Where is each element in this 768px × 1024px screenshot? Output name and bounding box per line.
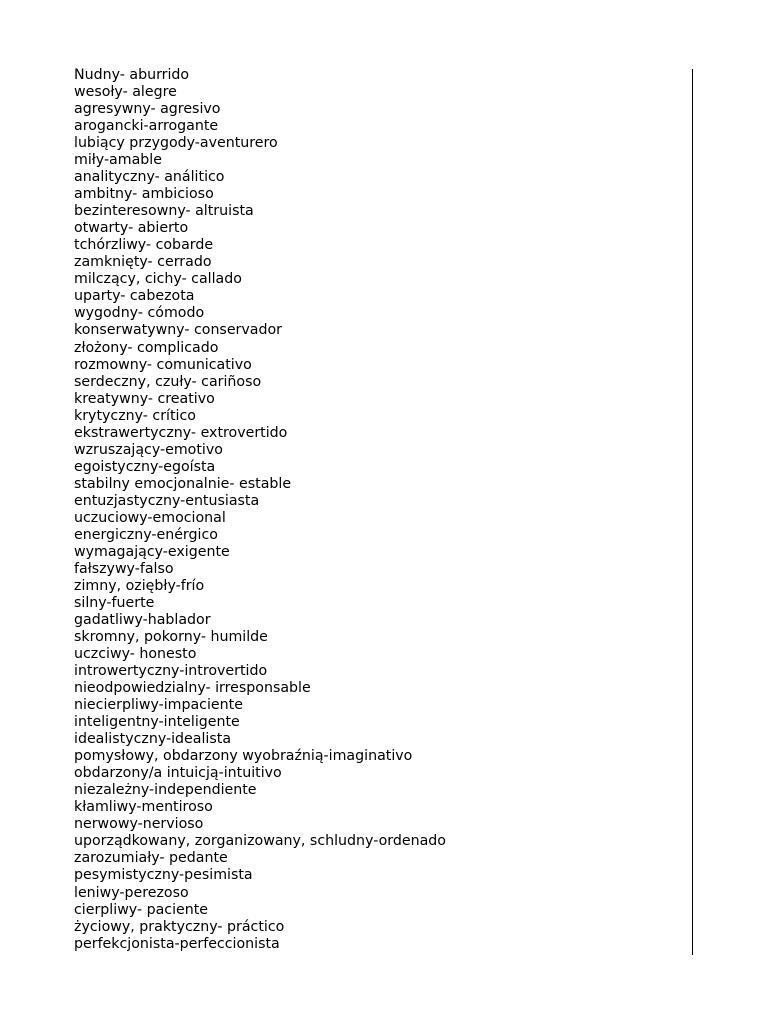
vocabulary-entry: energiczny-enérgico (74, 526, 218, 543)
vocabulary-entry: otwarty- abierto (74, 220, 189, 237)
vocabulary-entry: niecierpliwy-impaciente (74, 697, 243, 714)
vocabulary-entry: silny-fuerte (74, 594, 155, 611)
vocabulary-entry: pomysłowy, obdarzony wyobraźnią-imaginativo (74, 748, 413, 765)
vocabulary-entry: arogancki-arrogante (74, 118, 219, 135)
vocabulary-entry: wygodny- cómodo (74, 305, 205, 322)
vocabulary-entry: uporządkowany, zorganizowany, schludny-ordenado (74, 833, 446, 850)
vocabulary-entry: krytyczny- crítico (74, 407, 196, 424)
vocabulary-entry: wesoły- alegre (74, 84, 177, 101)
vocabulary-entry: ambitny- ambicioso (74, 186, 214, 203)
vocabulary-entry: idealistyczny-idealista (74, 731, 232, 748)
vocabulary-entry: skromny, pokorny- humilde (74, 629, 268, 646)
vocabulary-entry: ekstrawertyczny- extrovertido (74, 424, 288, 441)
vocabulary-entry: introwertyczny-introvertido (74, 663, 268, 680)
right-margin-line (692, 69, 693, 955)
vocabulary-entry: gadatliwy-hablador (74, 612, 211, 628)
vocabulary-entry: serdeczny, czuły- cariñoso (74, 373, 262, 390)
vocabulary-entry: obdarzony/a intuicją-intuitivo (74, 765, 282, 782)
vocabulary-entry: fałszywy-falso (74, 560, 174, 577)
vocabulary-entry: leniwy-perezoso (74, 884, 189, 901)
vocabulary-entry: konserwatywny- conservador (74, 322, 282, 339)
vocabulary-entry: zamknięty- cerrado (74, 254, 212, 271)
vocabulary-entry: miły-amable (74, 152, 162, 169)
vocabulary-entry: nerwowy-nervioso (74, 816, 204, 833)
vocabulary-entry: wymagający-exigente (74, 543, 230, 560)
vocabulary-entry: lubiący przygody-aventurero (74, 135, 278, 152)
vocabulary-entry: milczący, cichy- callado (74, 271, 242, 288)
vocabulary-entry: analityczny- análitico (74, 169, 225, 186)
vocabulary-entry: rozmowny- comunicativo (74, 356, 252, 373)
vocabulary-entry: nieodpowiedzialny- irresponsable (74, 680, 311, 697)
vocabulary-entry: inteligentny-inteligente (74, 714, 240, 731)
vocabulary-entry: wzruszający-emotivo (74, 441, 223, 458)
vocabulary-entry: kreatywny- creativo (74, 390, 215, 407)
vocabulary-entry: agresywny- agresivo (74, 101, 221, 118)
vocabulary-entry: bezinteresowny- altruista (74, 203, 254, 220)
vocabulary-entry: uczciwy- honesto (74, 646, 197, 663)
vocabulary-entry: zarozumiały- pedante (74, 850, 228, 867)
vocabulary-list (74, 67, 446, 953)
vocabulary-entry: uczuciowy-emocional (74, 509, 226, 526)
vocabulary-entry: perfekcjonista-perfeccionista (74, 935, 280, 952)
vocabulary-entry: cierpliwy- paciente (74, 901, 209, 918)
vocabulary-entry: stabilny emocjonalnie- estable (74, 475, 292, 492)
vocabulary-entry: niezależny-independiente (74, 782, 257, 799)
vocabulary-entry: pesymistyczny-pesimista (74, 867, 253, 884)
vocabulary-entry: Nudny- aburrido (74, 67, 190, 83)
vocabulary-entry: egoistyczny-egoísta (74, 458, 216, 475)
vocabulary-entry: entuzjastyczny-entusiasta (74, 492, 260, 509)
vocabulary-entry: złożony- complicado (74, 339, 219, 356)
vocabulary-entry: życiowy, praktyczny- práctico (74, 918, 285, 935)
vocabulary-entry: kłamliwy-mentiroso (74, 799, 213, 816)
vocabulary-entry: uparty- cabezota (74, 288, 195, 305)
vocabulary-entry: zimny, oziębły-frío (74, 577, 205, 594)
vocabulary-entry: tchórzliwy- cobarde (74, 237, 214, 254)
